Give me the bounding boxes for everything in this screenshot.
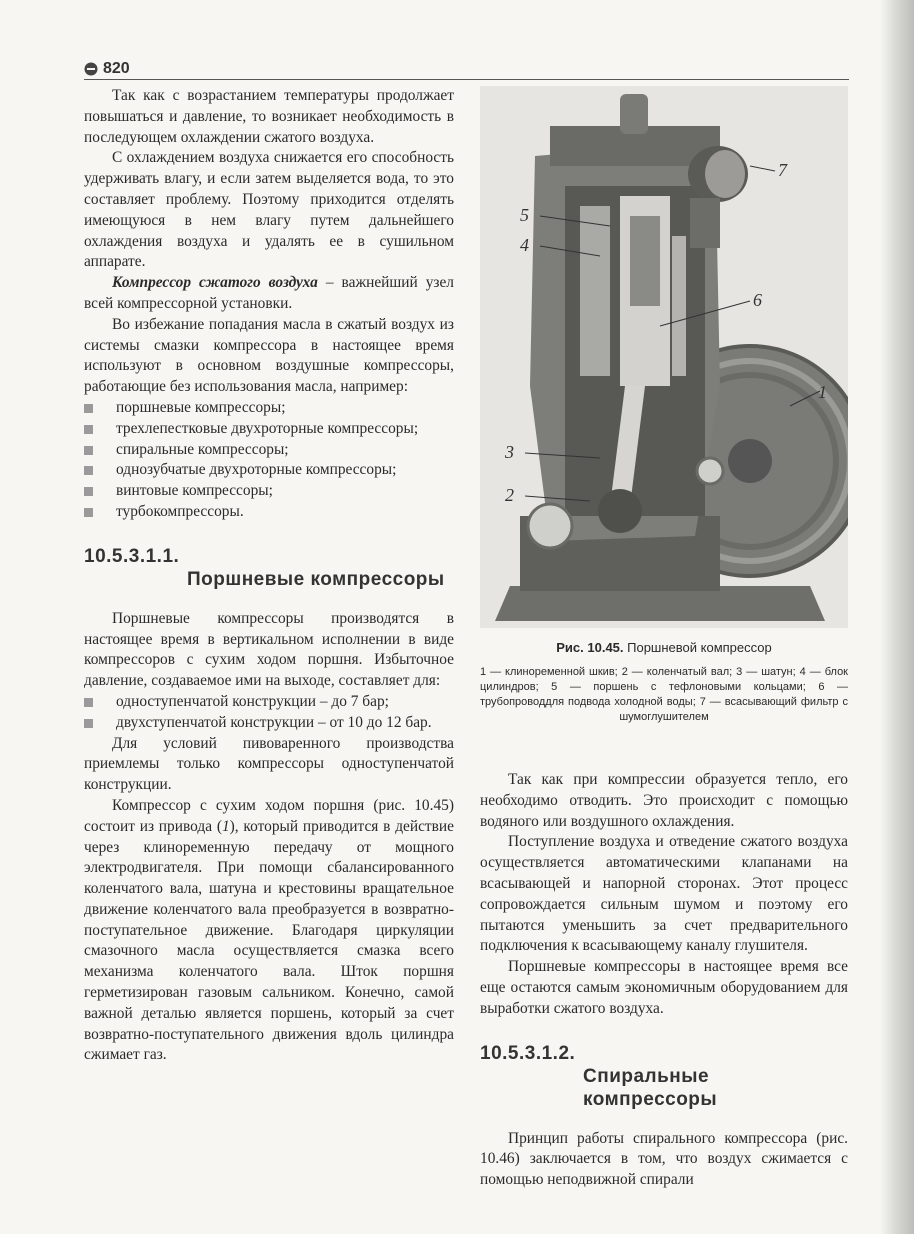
compressor-term: Компрессор сжатого воздуха — [112, 274, 318, 292]
page-edge-shadow — [880, 0, 914, 1234]
page-marker-icon — [84, 62, 98, 76]
paragraph: С охлаждением воздуха снижается его способность удерживать влагу, и если затем выделяется вода, то это составляет проблему. Поэтому приходится отделять имеющуюся в нем влагу путем дальнейшего охлаждения воздуха и удалять ее в сушильном аппарате. — [84, 149, 454, 271]
section-title: Спиральные компрессоры — [583, 1065, 718, 1110]
callout-label: 2 — [505, 485, 514, 505]
caption-legend: 1 — клиноременной шкив; 2 — коленчатый вал; 3 — шатун; 4 — блок цилиндров; 5 — поршень с тефлоновыми кольцами; 6 — трубопроводдля подвода холодной воды; 7 — всасывающий фильтр с шумоглушителем — [480, 666, 848, 723]
list-item: поршневые компрессоры; — [84, 398, 454, 419]
page-number-text: 820 — [103, 60, 130, 77]
paragraph: Поступление воздуха и отведение сжатого воздуха осуществляется автоматическими клапанами на всасывающей и напорной сторонах. Этот процесс сопровождается сильным шумом и поэтому его пытаются уменьшить за счет предварительного подключения к всасывающему каналу глушителя. — [480, 833, 848, 955]
compressor-illustration — [480, 86, 848, 628]
paragraph: Принцип работы спирального компрессора (рис. 10.46) заключается в том, что воздух сжимается с помощью неподвижной спирали — [480, 1129, 848, 1189]
compressor-definition-rest: – важнейший узел всей компрессорной установки. — [84, 274, 454, 312]
section-number: 10.5.3.1.1. — [84, 545, 180, 567]
figure-reference: 1 — [221, 817, 230, 835]
left-column — [84, 86, 454, 1066]
paragraph: Так как с возрастанием температуры продолжает повышаться и давление, то возникает необходимость в последующем охлаждении сжатого воздуха. — [84, 87, 454, 146]
paragraph — [84, 796, 454, 1066]
callout-label: 5 — [520, 205, 529, 225]
paragraph: Поршневые компрессоры в настоящее время все еще остаются самым экономичным оборудованием для выработки сжатого воздуха. — [480, 958, 848, 1017]
section-number: 10.5.3.1.2. — [480, 1042, 576, 1064]
section-heading — [480, 1042, 848, 1111]
list-item: однозубчатые двухроторные компрессоры; — [84, 460, 454, 481]
list-item: одноступенчатой конструкции – до 7 бар; — [84, 692, 454, 713]
list-item: двухступенчатой конструкции – от 10 до 12 бар. — [84, 713, 454, 734]
caption-text: Поршневой компрессор — [623, 640, 772, 655]
compressor-types-list — [84, 398, 454, 523]
caption-label: Рис. 10.45. — [556, 640, 624, 655]
callout-label: 3 — [505, 442, 514, 462]
paragraph: Так как при компрессии образуется тепло, его необходимо отводить. Это происходит с помощью водяного или воздушного охлаждения. — [480, 771, 848, 830]
callout-label: 7 — [778, 160, 787, 180]
paragraph: Для условий пивоваренного производства приемлемы только компрессоры одноступенчатой конструкции. — [84, 734, 454, 794]
figure-caption — [480, 640, 848, 725]
compressor-definition — [84, 273, 454, 315]
callout-label: 1 — [818, 382, 827, 402]
caption-title — [480, 640, 848, 655]
paragraph-part: Компрессор с сухим ходом поршня (рис. 10.45) состоит из привода ( — [84, 796, 454, 835]
header-rule — [84, 79, 849, 80]
callout-label: 6 — [753, 290, 762, 310]
list-item: трехлепестковые двухроторные компрессоры; — [84, 419, 454, 440]
paragraph: Во избежание попадания масла в сжатый воздух из системы смазки компрессора в настоящее время используют в основном воздушные компрессоры, работающие без использования масла, например: — [84, 315, 454, 396]
section-heading — [84, 545, 454, 591]
list-item: турбокомпрессоры. — [84, 502, 454, 523]
page-number — [84, 60, 130, 78]
paragraph: Поршневые компрессоры производятся в настоящее время в вертикальном исполнении в виде компрессоров с сухим ходом поршня. Избыточное давление, создаваемое ими на выходе, составляет для: — [84, 609, 454, 690]
compressor-figure — [480, 86, 848, 628]
paragraph-part: ), который приводится в действие через клиноременную передачу от мощного электродвигателя. При помощи сбалансированного коленчатого вала, шатуна и крестовины вращательное движение коленчатого вала преобразуется в возвратно-поступательное движение. Благодаря циркуляции смазочного масла осуществляется смазка всего механизма коленчатого вала. Шток поршня герметизирован газовым сальником. Конечно, самой важной деталью является поршень, который за счет возвратно-поступательного движения вдоль цилиндра сжимает газ. — [84, 817, 454, 1064]
section-title: Поршневые компрессоры — [187, 568, 445, 590]
list-item: винтовые компрессоры; — [84, 481, 454, 502]
pressure-list — [84, 692, 454, 734]
right-column — [480, 770, 848, 1191]
list-item: спиральные компрессоры; — [84, 440, 454, 461]
callout-label: 4 — [520, 235, 529, 255]
